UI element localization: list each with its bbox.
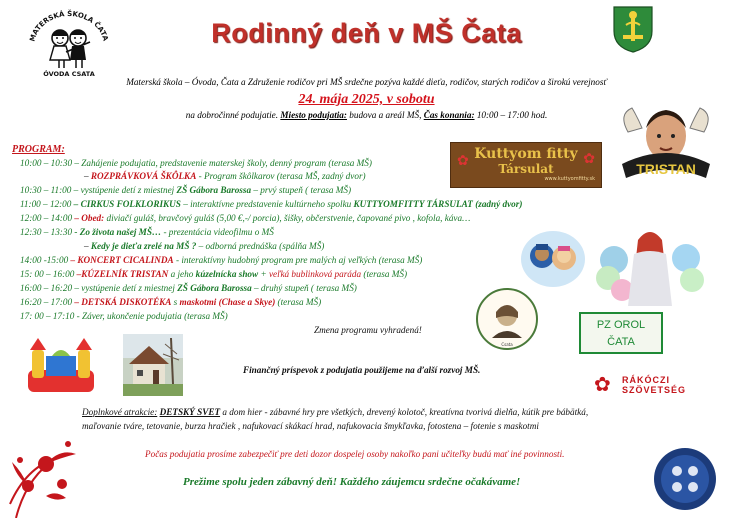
svg-text:ÓVODA CSATA: ÓVODA CSATA [43, 70, 95, 78]
flower-icon: ✿ [583, 152, 595, 167]
intro-text: Materská škola – Óvoda, Čata a Združenie rodičov pri MŠ srdečne pozýva každé dieťa, rodičov, starých rodičov a širokú verejnosť [126, 77, 607, 87]
button-icon [652, 446, 718, 512]
venue-line: na dobročinné podujatie. Miesto podujatia: budova a areál MŠ, Čas konania: 10:00 – 17:00 hod. [185, 110, 548, 120]
program-heading: PROGRAM: [12, 144, 65, 155]
page-title: Rodinný deň v MŠ Čata [211, 18, 522, 48]
program-item: 12:00 – 14:00 – Obed: diviačí guláš, bravčový guláš (5,00 €,-/ porcia), šišky, občerstvenie, čapované pivo , kofola, káva… [20, 213, 471, 223]
program-item: 12:30 – 13:30 - Zo života našej MŠ… - prezentácia videofilmu o MŠ [20, 227, 274, 237]
pz-orol-logo: PZ OROL ČATA [579, 312, 663, 354]
svg-text:Csata: Csata [501, 342, 513, 347]
program-item: 10:00 – 10:30 – Zahájenie podujatia, predstavenie materskej školy, denný program (terasa MŠ) [20, 158, 372, 168]
flower-icon: ✿ [594, 374, 611, 396]
floral-ornament [6, 424, 92, 518]
program-item: 16:20 – 17:00 – DETSKÁ DISKOTÉKA s maskotmi (Chase a Skye) (terasa MŠ) [20, 297, 322, 307]
program-item: 16:00 – 16:20 – vystúpenie detí z miestnej ZŠ Gábora Barossa – druhý stupeň ( terasa MŠ) [20, 283, 357, 293]
extras-line-2: maľovanie tváre, tetovanie, burza hračiek , nafukovací skákací hrad, nafukovacia šmykľavka, fotostena – fotenie s maskotmi [82, 421, 539, 431]
event-date: 24. mája 2025, v sobotu [298, 92, 435, 107]
magician-tristan-logo [616, 104, 716, 188]
closing-note: Prežime spolu jeden zábavný deň! Každého záujemcu srdečne očakávame! [183, 476, 521, 488]
program-item: – Kedy je dieťa zrelé na MŠ ? – odborná prednáška (spálňa MŠ) [84, 241, 325, 251]
svg-text:MATERSKÁ ŠKOLA ČATA: MATERSKÁ ŠKOLA ČATA [28, 9, 110, 43]
svg-text:TRISTAN: TRISTAN [636, 161, 696, 177]
flower-icon: ✿ [457, 154, 469, 169]
change-note: Zmena programu vyhradená! [314, 325, 422, 335]
finance-note: Finančný príspevok z podujatia použijeme na ďalší rozvoj MŠ. [243, 365, 481, 375]
barossa-medal [476, 288, 538, 350]
program-item: 11:00 – 12:00 – CIRKUS FOLKLORIKUS – interaktívne predstavenie kultúrneho spolku KUTTYOMFITTY TÁRSULAT (zadný dvor) [20, 199, 523, 209]
program-item: 10:30 – 11:00 – vystúpenie detí z miestnej ZŠ Gábora Barossa – prvý stupeň ( terasa MŠ) [20, 185, 352, 195]
program-item: 15: 00 – 16:00 –KÚZELNÍK TRISTAN a jeho kúzelnícka show + veľká bublinková paráda (terasa MŠ) [20, 269, 408, 279]
program-item: – ROZPRÁVKOVÁ ŠKÔLKA - Program škôlkarov (terasa MŠ, zadný dvor) [84, 171, 366, 181]
paw-patrol-badge [520, 230, 586, 288]
program-item: 14:00 -15:00 – KONCERT CICALINDA - interaktívny hudobný program pre malých aj veľkých (terasa MŠ) [20, 255, 423, 265]
extras-line-1: Doplnkové atrakcie: DETSKÝ SVET a dom hier - zábavné hry pre všetkých, drevený kolotoč, kreatívna tvorivá dielňa, kútik pre bábätká, [82, 407, 589, 417]
cicalinda-photo [594, 220, 706, 306]
kuttyomfitty-banner: Kuttyom fitty Társulat www.kuttyomfitty.sk ✿ ✿ [450, 142, 602, 188]
program-item: 17: 00 – 17:10 - Záver, ukončenie podujatia (terasa MŠ) [20, 311, 228, 321]
supervision-note: Počas podujatia prosíme zabezpečiť pre deti dozor dospelej osoby nakoľko pani učiteľky budú mať iné povinnosti. [145, 449, 565, 459]
bouncy-castle-image [22, 334, 100, 396]
rakoczi-logo: ✿ RÁKÓCZI SZÖVETSÉG [594, 374, 687, 396]
coat-of-arms [612, 5, 654, 53]
house-photo [123, 334, 183, 396]
